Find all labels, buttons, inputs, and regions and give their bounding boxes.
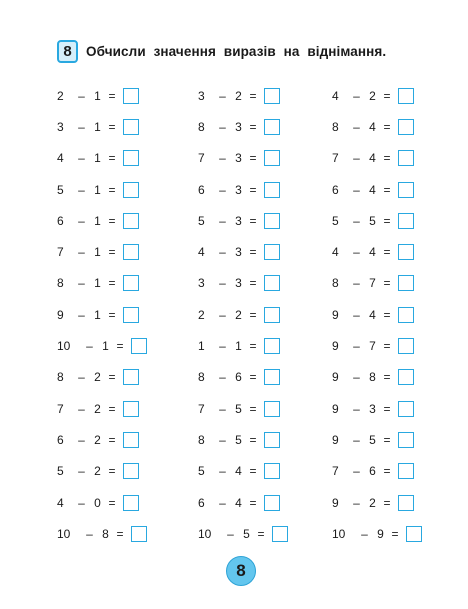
- minus-sign: –: [78, 495, 85, 510]
- exercise-row: [198, 80, 288, 111]
- answer-box[interactable]: [264, 369, 280, 385]
- minuend: 4: [57, 495, 64, 510]
- equals-sign: =: [249, 464, 257, 479]
- minus-sign: –: [353, 119, 360, 134]
- exercise-row: [198, 143, 288, 174]
- minus-sign: –: [78, 88, 85, 103]
- equals-sign: =: [257, 526, 265, 541]
- minuend: 8: [57, 370, 64, 385]
- minus-sign: –: [219, 151, 226, 166]
- subtrahend: 3: [235, 213, 242, 228]
- subtrahend: 1: [94, 151, 101, 166]
- equals-sign: =: [249, 370, 257, 385]
- equals-sign: =: [249, 495, 257, 510]
- answer-box[interactable]: [264, 150, 280, 166]
- minus-sign: –: [353, 495, 360, 510]
- answer-box[interactable]: [264, 432, 280, 448]
- minuend: 6: [198, 495, 205, 510]
- answer-box[interactable]: [398, 307, 414, 323]
- answer-box[interactable]: [123, 401, 139, 417]
- subtrahend: 4: [369, 307, 376, 322]
- subtrahend: 4: [369, 245, 376, 260]
- minus-sign: –: [219, 307, 226, 322]
- answer-box[interactable]: [272, 526, 288, 542]
- exercise-row: [332, 393, 422, 424]
- answer-box[interactable]: [264, 182, 280, 198]
- equals-sign: =: [108, 182, 116, 197]
- exercise-column-3: [332, 80, 422, 549]
- subtrahend: 1: [94, 245, 101, 260]
- minus-sign: –: [78, 276, 85, 291]
- answer-box[interactable]: [398, 244, 414, 260]
- exercise-row: [198, 111, 288, 142]
- minuend: 6: [57, 213, 64, 228]
- answer-box[interactable]: [264, 119, 280, 135]
- equals-sign: =: [383, 401, 391, 416]
- equals-sign: =: [249, 307, 257, 322]
- equals-sign: =: [383, 495, 391, 510]
- subtrahend: 3: [235, 119, 242, 134]
- minuend: 3: [198, 276, 205, 291]
- minuend: 2: [198, 307, 205, 322]
- exercise-row: [198, 268, 288, 299]
- minuend: 9: [332, 370, 339, 385]
- equals-sign: =: [249, 182, 257, 197]
- minuend: 5: [198, 213, 205, 228]
- exercise-row: [57, 174, 147, 205]
- subtrahend: 1: [94, 276, 101, 291]
- exercise-row: [332, 299, 422, 330]
- exercise-row: [332, 236, 422, 267]
- equals-sign: =: [383, 432, 391, 447]
- exercise-row: [198, 424, 288, 455]
- minuend: 4: [332, 245, 339, 260]
- equals-sign: =: [383, 339, 391, 354]
- subtrahend: 5: [243, 526, 250, 541]
- subtrahend: 8: [369, 370, 376, 385]
- subtrahend: 5: [235, 401, 242, 416]
- subtrahend: 5: [235, 432, 242, 447]
- equals-sign: =: [108, 88, 116, 103]
- subtrahend: 1: [94, 182, 101, 197]
- minuend: 10: [57, 526, 71, 541]
- minus-sign: –: [78, 245, 85, 260]
- subtrahend: 5: [369, 432, 376, 447]
- exercise-column-1: [57, 80, 147, 549]
- minus-sign: –: [78, 401, 85, 416]
- minuend: 9: [57, 307, 64, 322]
- minus-sign: –: [219, 401, 226, 416]
- minus-sign: –: [78, 370, 85, 385]
- equals-sign: =: [108, 119, 116, 134]
- minuend: 9: [332, 307, 339, 322]
- answer-box[interactable]: [123, 244, 139, 260]
- exercise-row: [57, 424, 147, 455]
- minus-sign: –: [353, 432, 360, 447]
- answer-box[interactable]: [123, 495, 139, 511]
- answer-box[interactable]: [264, 275, 280, 291]
- answer-box[interactable]: [264, 213, 280, 229]
- subtrahend: 3: [235, 245, 242, 260]
- minus-sign: –: [86, 339, 93, 354]
- answer-box[interactable]: [398, 150, 414, 166]
- minus-sign: –: [219, 245, 226, 260]
- minuend: 10: [198, 526, 212, 541]
- exercise-row: [198, 487, 288, 518]
- subtrahend: 6: [369, 464, 376, 479]
- subtrahend: 8: [102, 526, 109, 541]
- answer-box[interactable]: [123, 432, 139, 448]
- answer-box[interactable]: [398, 182, 414, 198]
- equals-sign: =: [249, 213, 257, 228]
- exercise-row: [332, 205, 422, 236]
- exercise-row: [57, 111, 147, 142]
- minuend: 3: [57, 119, 64, 134]
- answer-box[interactable]: [264, 463, 280, 479]
- equals-sign: =: [249, 276, 257, 291]
- minuend: 5: [198, 464, 205, 479]
- minuend: 5: [57, 182, 64, 197]
- equals-sign: =: [391, 526, 399, 541]
- minuend: 7: [198, 151, 205, 166]
- exercise-row: [198, 456, 288, 487]
- minuend: 8: [332, 276, 339, 291]
- equals-sign: =: [383, 213, 391, 228]
- minus-sign: –: [219, 432, 226, 447]
- minus-sign: –: [219, 119, 226, 134]
- answer-box[interactable]: [264, 495, 280, 511]
- subtrahend: 2: [235, 307, 242, 322]
- minus-sign: –: [219, 88, 226, 103]
- minus-sign: –: [78, 464, 85, 479]
- task-number-badge: 8: [57, 40, 78, 63]
- exercise-row: [198, 299, 288, 330]
- equals-sign: =: [383, 464, 391, 479]
- equals-sign: =: [249, 88, 257, 103]
- exercise-row: [332, 487, 422, 518]
- subtrahend: 7: [369, 276, 376, 291]
- answer-box[interactable]: [264, 88, 280, 104]
- equals-sign: =: [249, 245, 257, 260]
- minus-sign: –: [353, 276, 360, 291]
- equals-sign: =: [383, 370, 391, 385]
- equals-sign: =: [108, 464, 116, 479]
- answer-box[interactable]: [398, 432, 414, 448]
- equals-sign: =: [383, 151, 391, 166]
- page-number: 8: [226, 556, 256, 586]
- equals-sign: =: [116, 339, 124, 354]
- subtrahend: 2: [94, 464, 101, 479]
- equals-sign: =: [108, 151, 116, 166]
- subtrahend: 7: [369, 339, 376, 354]
- answer-box[interactable]: [123, 182, 139, 198]
- exercise-row: [57, 268, 147, 299]
- minuend: 7: [332, 151, 339, 166]
- exercise-row: [57, 80, 147, 111]
- minuend: 9: [332, 495, 339, 510]
- minus-sign: –: [219, 370, 226, 385]
- equals-sign: =: [108, 307, 116, 322]
- minus-sign: –: [219, 182, 226, 197]
- subtrahend: 1: [94, 88, 101, 103]
- answer-box[interactable]: [123, 463, 139, 479]
- subtrahend: 2: [94, 370, 101, 385]
- exercise-row: [198, 393, 288, 424]
- minus-sign: –: [219, 339, 226, 354]
- answer-box[interactable]: [123, 275, 139, 291]
- minuend: 9: [332, 432, 339, 447]
- answer-box[interactable]: [131, 526, 147, 542]
- exercise-row: [332, 80, 422, 111]
- minuend: 8: [198, 432, 205, 447]
- minus-sign: –: [353, 307, 360, 322]
- answer-box[interactable]: [123, 213, 139, 229]
- minuend: 6: [57, 432, 64, 447]
- answer-box[interactable]: [123, 88, 139, 104]
- minuend: 7: [57, 245, 64, 260]
- answer-box[interactable]: [398, 338, 414, 354]
- answer-box[interactable]: [398, 213, 414, 229]
- answer-box[interactable]: [123, 369, 139, 385]
- minus-sign: –: [353, 339, 360, 354]
- equals-sign: =: [108, 495, 116, 510]
- answer-box[interactable]: [123, 307, 139, 323]
- minus-sign: –: [353, 182, 360, 197]
- exercise-row: [57, 487, 147, 518]
- minuend: 7: [332, 464, 339, 479]
- minuend: 7: [57, 401, 64, 416]
- subtrahend: 5: [369, 213, 376, 228]
- exercise-row: [332, 111, 422, 142]
- answer-box[interactable]: [131, 338, 147, 354]
- minuend: 5: [57, 464, 64, 479]
- subtrahend: 2: [369, 88, 376, 103]
- exercise-row: [57, 393, 147, 424]
- answer-box[interactable]: [398, 401, 414, 417]
- subtrahend: 1: [102, 339, 109, 354]
- exercise-row: [198, 518, 288, 549]
- minuend: 4: [332, 88, 339, 103]
- exercise-row: [57, 518, 147, 549]
- answer-box[interactable]: [398, 119, 414, 135]
- equals-sign: =: [249, 151, 257, 166]
- exercise-row: [332, 330, 422, 361]
- exercise-row: [57, 236, 147, 267]
- equals-sign: =: [108, 401, 116, 416]
- answer-box[interactable]: [398, 495, 414, 511]
- minus-sign: –: [353, 370, 360, 385]
- exercise-column-2: [198, 80, 288, 549]
- minus-sign: –: [219, 464, 226, 479]
- minus-sign: –: [353, 464, 360, 479]
- subtrahend: 3: [235, 151, 242, 166]
- minus-sign: –: [78, 182, 85, 197]
- subtrahend: 2: [235, 88, 242, 103]
- subtrahend: 3: [235, 182, 242, 197]
- subtrahend: 3: [235, 276, 242, 291]
- subtrahend: 4: [369, 182, 376, 197]
- exercise-row: [332, 456, 422, 487]
- minuend: 8: [57, 276, 64, 291]
- minuend: 1: [198, 339, 205, 354]
- minuend: 8: [332, 119, 339, 134]
- minuend: 6: [198, 182, 205, 197]
- equals-sign: =: [108, 370, 116, 385]
- minus-sign: –: [78, 307, 85, 322]
- minus-sign: –: [353, 245, 360, 260]
- equals-sign: =: [383, 88, 391, 103]
- minus-sign: –: [353, 401, 360, 416]
- exercise-row: [332, 174, 422, 205]
- equals-sign: =: [108, 276, 116, 291]
- minus-sign: –: [219, 495, 226, 510]
- exercise-row: [57, 205, 147, 236]
- minus-sign: –: [361, 526, 368, 541]
- equals-sign: =: [383, 245, 391, 260]
- subtrahend: 1: [94, 213, 101, 228]
- exercise-row: [332, 424, 422, 455]
- equals-sign: =: [108, 213, 116, 228]
- minuend: 8: [198, 370, 205, 385]
- exercise-row: [332, 268, 422, 299]
- minus-sign: –: [78, 119, 85, 134]
- answer-box[interactable]: [398, 463, 414, 479]
- exercise-row: [57, 299, 147, 330]
- minuend: 3: [198, 88, 205, 103]
- minus-sign: –: [78, 151, 85, 166]
- minuend: 8: [198, 119, 205, 134]
- equals-sign: =: [383, 307, 391, 322]
- subtrahend: 1: [94, 307, 101, 322]
- minus-sign: –: [86, 526, 93, 541]
- equals-sign: =: [383, 119, 391, 134]
- subtrahend: 1: [94, 119, 101, 134]
- answer-box[interactable]: [123, 119, 139, 135]
- exercise-row: [332, 143, 422, 174]
- minuend: 9: [332, 401, 339, 416]
- equals-sign: =: [108, 432, 116, 447]
- equals-sign: =: [249, 401, 257, 416]
- minus-sign: –: [353, 213, 360, 228]
- subtrahend: 1: [235, 339, 242, 354]
- subtrahend: 2: [94, 432, 101, 447]
- subtrahend: 9: [377, 526, 384, 541]
- exercise-row: [332, 362, 422, 393]
- task-header: [57, 40, 386, 62]
- minuend: 7: [198, 401, 205, 416]
- answer-box[interactable]: [123, 150, 139, 166]
- exercise-row: [57, 330, 147, 361]
- answer-box[interactable]: [398, 369, 414, 385]
- equals-sign: =: [249, 432, 257, 447]
- equals-sign: =: [383, 182, 391, 197]
- answer-box[interactable]: [264, 401, 280, 417]
- subtrahend: 6: [235, 370, 242, 385]
- minus-sign: –: [78, 213, 85, 228]
- equals-sign: =: [116, 526, 124, 541]
- subtrahend: 2: [94, 401, 101, 416]
- minus-sign: –: [219, 213, 226, 228]
- answer-box[interactable]: [264, 338, 280, 354]
- subtrahend: 3: [369, 401, 376, 416]
- minus-sign: –: [353, 88, 360, 103]
- subtrahend: 4: [369, 119, 376, 134]
- minuend: 10: [57, 339, 71, 354]
- minuend: 2: [57, 88, 64, 103]
- exercise-row: [198, 205, 288, 236]
- minuend: 4: [57, 151, 64, 166]
- subtrahend: 4: [369, 151, 376, 166]
- subtrahend: 2: [369, 495, 376, 510]
- minuend: 10: [332, 526, 346, 541]
- exercise-row: [198, 362, 288, 393]
- task-title: Обчисли значення виразів на віднімання.: [86, 43, 387, 59]
- subtrahend: 4: [235, 495, 242, 510]
- exercise-row: [198, 174, 288, 205]
- minuend: 4: [198, 245, 205, 260]
- subtrahend: 0: [94, 495, 101, 510]
- exercise-row: [198, 236, 288, 267]
- minuend: 9: [332, 339, 339, 354]
- minus-sign: –: [78, 432, 85, 447]
- exercise-row: [332, 518, 422, 549]
- minuend: 6: [332, 182, 339, 197]
- subtrahend: 4: [235, 464, 242, 479]
- minus-sign: –: [227, 526, 234, 541]
- minuend: 5: [332, 213, 339, 228]
- exercise-row: [57, 362, 147, 393]
- equals-sign: =: [383, 276, 391, 291]
- answer-box[interactable]: [398, 88, 414, 104]
- answer-box[interactable]: [398, 275, 414, 291]
- exercise-row: [198, 330, 288, 361]
- equals-sign: =: [249, 119, 257, 134]
- equals-sign: =: [108, 245, 116, 260]
- exercise-row: [57, 143, 147, 174]
- minus-sign: –: [219, 276, 226, 291]
- answer-box[interactable]: [406, 526, 422, 542]
- answer-box[interactable]: [264, 244, 280, 260]
- equals-sign: =: [249, 339, 257, 354]
- exercise-row: [57, 456, 147, 487]
- answer-box[interactable]: [264, 307, 280, 323]
- minus-sign: –: [353, 151, 360, 166]
